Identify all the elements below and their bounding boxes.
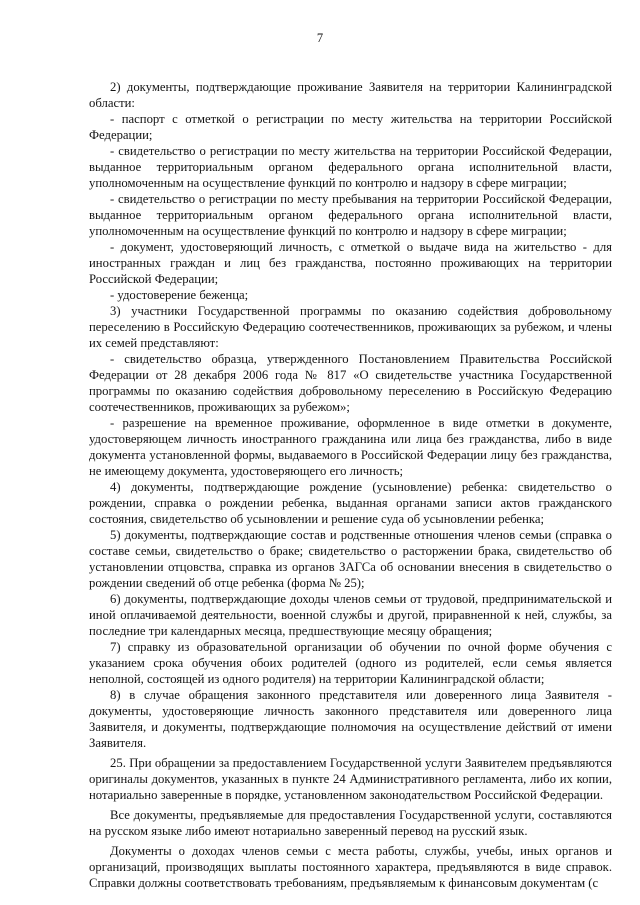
paragraph-program-participants: 3) участники Государственной программы по оказанию содействия добровольному переселению в Российскую Федерацию соотечественников, проживающих за рубежом, и члены их семей представляют:	[89, 304, 612, 350]
paragraph-refugee-certificate: - удостоверение беженца;	[110, 288, 249, 302]
paragraph-education-certificate: 7) справку из образовательной организации об обучении по очной форме обучения с указанием срока обучения обоих родителей (одного из родителей, если семья является неполной, состоящей из одного родителя) на территории Калининградской области;	[89, 640, 612, 686]
document-body	[89, 79, 612, 891]
paragraph-representative-documents: 8) в случае обращения законного представителя или доверенного лица Заявителя - документы, удостоверяющие личность законного представителя или доверенного лица Заявителя, и документы, подтверждающие полномочия на осуществление действий от имени Заявителя.	[89, 688, 612, 750]
paragraph-residence-permit: - документ, удостоверяющий личность, с отметкой о выдаче вида на жительство - для иностранных граждан и лиц без гражданства, постоянно проживающих на территории Российской Федерации;	[89, 240, 612, 286]
paragraph-income-certificates: Документы о доходах членов семьи с места работы, службы, учебы, иных органов и организаций, производящих выплаты постоянного характера, предъявляются в виде справок. Справки должны соответствовать требованиям, предъявляемым к финансовым документам (с	[89, 844, 612, 890]
paragraph-temporary-residence: - разрешение на временное проживание, оформленное в виде отметки в документе, удостоверяющем личность иностранного гражданина или лица без гражданства, либо в виде документа установленной формы, выдаваемого в Российской Федерации лицу без гражданства, не имеющему документа, удостоверяющего его личность;	[89, 416, 612, 478]
paragraph-stay-registration: - свидетельство о регистрации по месту пребывания на территории Российской Федерации, выданное территориальным органом федерального органа исполнительной власти, уполномоченным на осуществление функций по контролю и надзору в сфере миграции;	[89, 192, 612, 238]
paragraph-russian-language: Все документы, предъявляемые для предоставления Государственной услуги, составляются на русском языке либо имеют нотариально заверенный перевод на русский язык.	[89, 808, 612, 838]
paragraph-participant-certificate: - свидетельство образца, утвержденного Постановлением Правительства Российской Федерации от 28 декабря 2006 года № 817 «О свидетельстве участника Государственной программы по оказанию содействия добровольному переселению в Российскую Федерацию соотечественников, проживающих за рубежом»;	[89, 352, 612, 414]
paragraph-family-composition: 5) документы, подтверждающие состав и родственные отношения членов семьи (справка о составе семьи, свидетельство о браке; свидетельство о расторжении брака, свидетельство об установлении отцовства, справка из органов ЗАГСа об основании внесения в свидетельство о рождении сведений об отце ребенка (форма № 25);	[89, 528, 612, 590]
paragraph-residence-registration: - свидетельство о регистрации по месту жительства на территории Российской Федерации, выданное территориальным органом федерального органа исполнительной власти, уполномоченным на осуществление функций по контролю и надзору в сфере миграции;	[89, 144, 612, 190]
paragraph-birth-documents: 4) документы, подтверждающие рождение (усыновление) ребенка: свидетельство о рождении, справка о рождении ребенка, выданная органами записи актов гражданского состояния, свидетельство об усыновлении и решение суда об усыновлении ребенка;	[89, 480, 612, 526]
paragraph-25-originals: 25. При обращении за предоставлением Государственной услуги Заявителем предъявляются оригиналы документов, указанных в пункте 24 Административного регламента, либо их копии, нотариально заверенные в порядке, установленном законодательством Российской Федерации.	[89, 756, 612, 802]
paragraph-income-documents: 6) документы, подтверждающие доходы членов семьи от трудовой, предпринимательской и иной оплачиваемой деятельности, военной службы и другой, приравненной к ней, службы, за последние три календарных месяца, предшествующие месяцу обращения;	[89, 592, 612, 638]
paragraph-passport: - паспорт с отметкой о регистрации по месту жительства на территории Российской Федерации;	[89, 112, 612, 142]
page-number: 7	[316, 31, 324, 45]
paragraph-residence-documents: 2) документы, подтверждающие проживание Заявителя на территории Калининградской области:	[89, 80, 612, 110]
